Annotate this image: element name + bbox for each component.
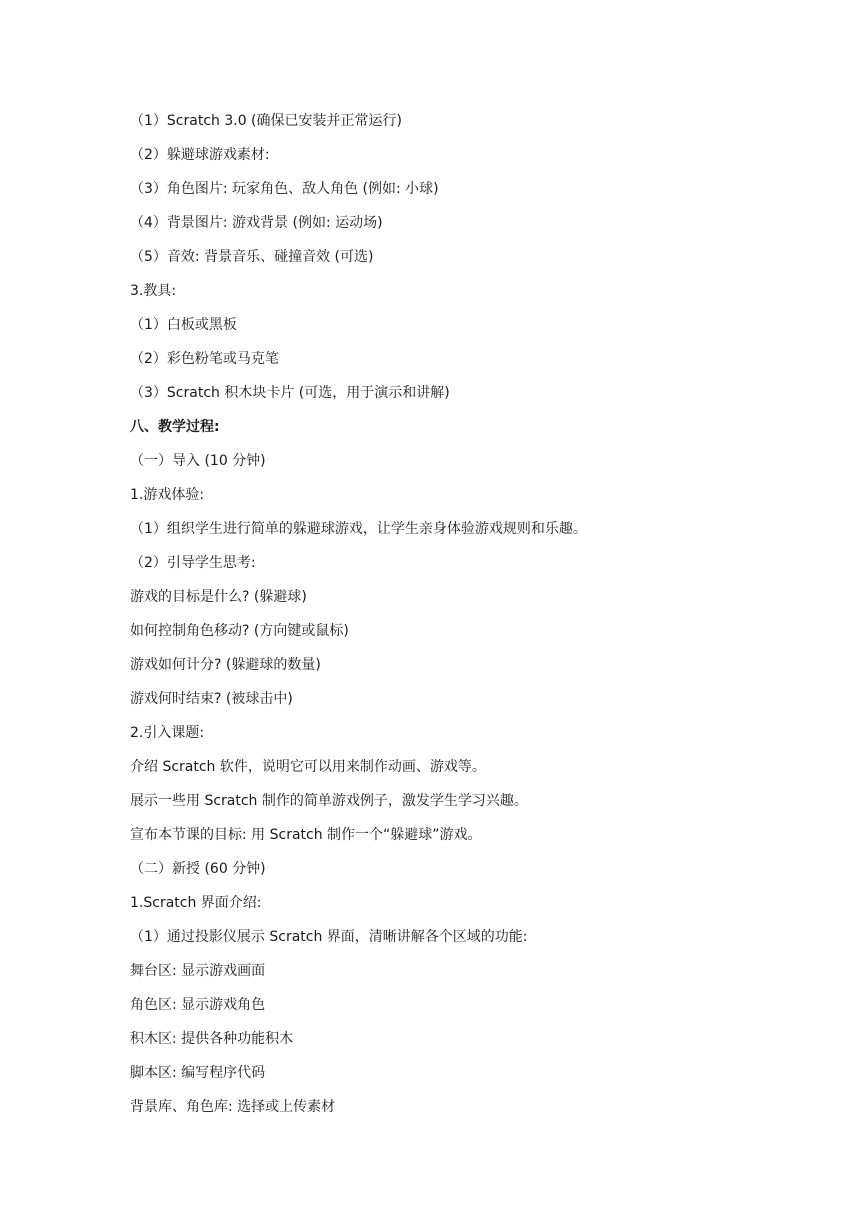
doc-line-new-lesson-heading: （二）新授 (60 分钟) — [130, 861, 266, 877]
doc-line-introduce-scratch: 介绍 Scratch 软件，说明它可以用来制作动画、游戏等。 — [130, 759, 486, 775]
doc-line-intro-heading: （一）导入 (10 分钟) — [130, 453, 266, 469]
doc-line-game-experience: 1.游戏体验: — [130, 487, 205, 503]
section-heading-teaching-process: 八、教学过程: — [130, 419, 220, 435]
doc-line-materials-assets: （2）躲避球游戏素材: — [130, 147, 270, 163]
doc-line-aid-markers: （2）彩色粉笔或马克笔 — [130, 351, 279, 367]
doc-line-script-area: 脚本区: 编写程序代码 — [130, 1065, 266, 1081]
doc-line-guide-thinking: （2）引导学生思考: — [130, 555, 256, 571]
doc-line-lesson-goal: 宣布本节课的目标: 用 Scratch 制作一个“躲避球”游戏。 — [130, 827, 482, 843]
doc-line-aid-whiteboard: （1）白板或黑板 — [130, 317, 237, 333]
doc-line-libraries: 背景库、角色库: 选择或上传素材 — [130, 1099, 336, 1115]
doc-line-materials-sound: （5）音效: 背景音乐、碰撞音效 (可选) — [130, 249, 374, 265]
doc-line-teaching-aids-heading: 3.教具: — [130, 283, 177, 299]
doc-line-materials-scratch: （1）Scratch 3.0 (确保已安装并正常运行) — [130, 113, 402, 129]
doc-line-block-area: 积木区: 提供各种功能积木 — [130, 1031, 294, 1047]
doc-line-question-score: 游戏如何计分? (躲避球的数量) — [130, 657, 321, 673]
doc-line-introduce-topic: 2.引入课题: — [130, 725, 205, 741]
doc-line-interface-intro: 1.Scratch 界面介绍: — [130, 895, 262, 911]
doc-line-aid-block-cards: （3）Scratch 积木块卡片 (可选，用于演示和讲解) — [130, 385, 450, 401]
doc-line-materials-sprites: （3）角色图片: 玩家角色、敌人角色 (例如: 小球) — [130, 181, 439, 197]
doc-line-stage-area: 舞台区: 显示游戏画面 — [130, 963, 266, 979]
document-body — [130, 104, 750, 1124]
doc-line-question-end: 游戏何时结束? (被球击中) — [130, 691, 293, 707]
doc-line-sprite-area: 角色区: 显示游戏角色 — [130, 997, 266, 1013]
doc-line-question-goal: 游戏的目标是什么? (躲避球) — [130, 589, 307, 605]
doc-line-organize-game: （1）组织学生进行简单的躲避球游戏，让学生亲身体验游戏规则和乐趣。 — [130, 521, 587, 537]
doc-line-question-control: 如何控制角色移动? (方向键或鼠标) — [130, 623, 349, 639]
doc-line-materials-backdrop: （4）背景图片: 游戏背景 (例如: 运动场) — [130, 215, 383, 231]
doc-line-show-examples: 展示一些用 Scratch 制作的简单游戏例子，激发学生学习兴趣。 — [130, 793, 528, 809]
doc-line-projector-demo: （1）通过投影仪展示 Scratch 界面，清晰讲解各个区域的功能: — [130, 929, 528, 945]
